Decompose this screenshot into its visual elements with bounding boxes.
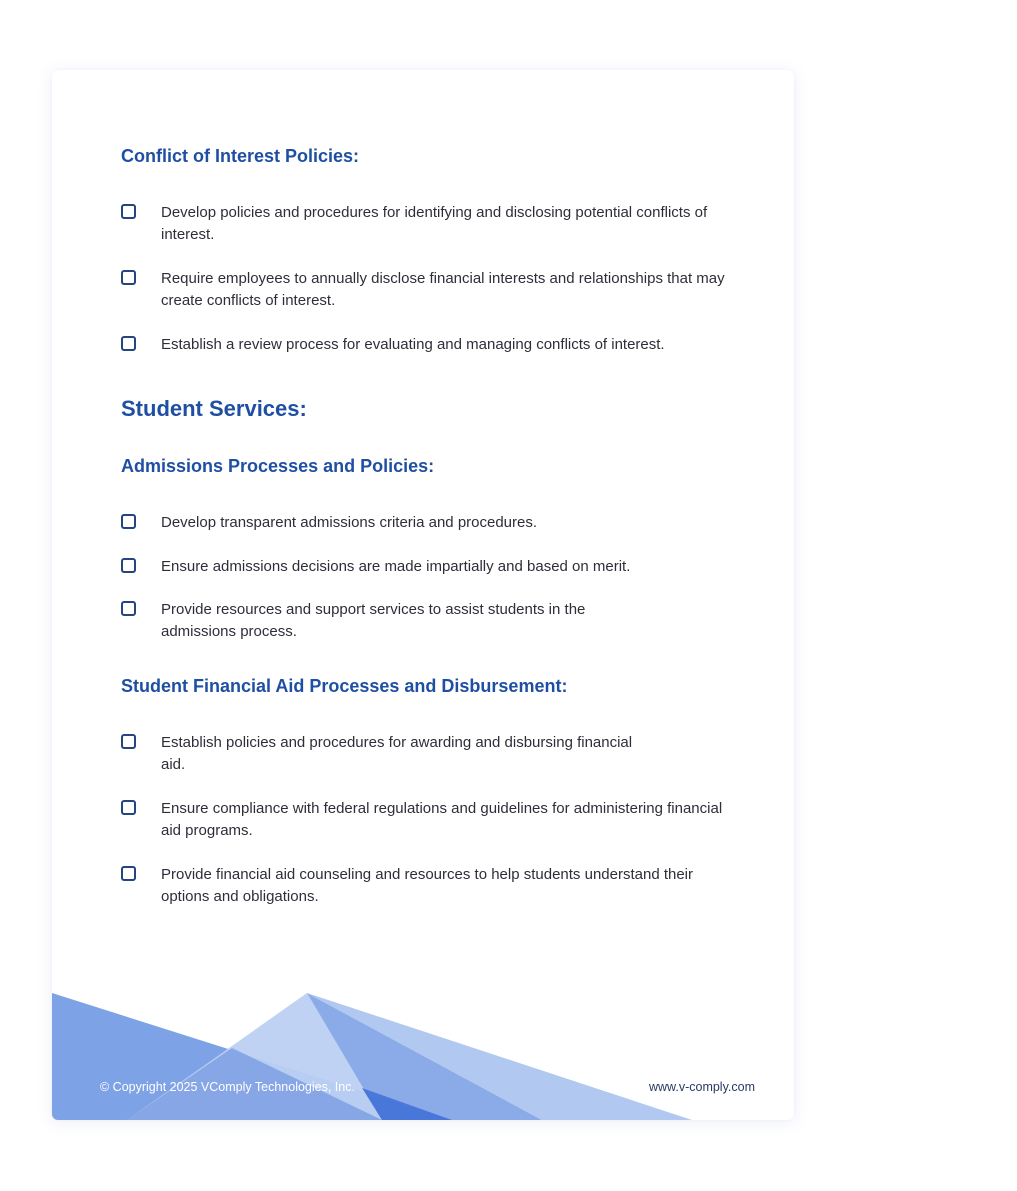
- checkbox-icon[interactable]: [121, 204, 136, 219]
- checklist-item-text: Ensure admissions decisions are made impartially and based on merit.: [161, 558, 631, 575]
- checkbox-icon[interactable]: [121, 558, 136, 573]
- checkbox-icon[interactable]: [121, 734, 136, 749]
- heading-student-services: Student Services:: [121, 396, 307, 421]
- checkbox-icon[interactable]: [121, 601, 136, 616]
- copyright-text: © Copyright 2025 VComply Technologies, Inc.: [100, 1080, 355, 1094]
- heading-admissions: Admissions Processes and Policies:: [121, 456, 435, 476]
- heading-financial-aid: Student Financial Aid Processes and Disbursement:: [121, 676, 568, 696]
- checkbox-icon[interactable]: [121, 270, 136, 285]
- checklist-item-text: Establish policies and procedures for awarding and disbursing financial aid.: [161, 734, 633, 773]
- checklist-item-text: Provide resources and support services to assist students in the admissions process.: [161, 601, 586, 640]
- checkbox-icon[interactable]: [121, 866, 136, 881]
- checkbox-icon[interactable]: [121, 336, 136, 351]
- checklist-item-text: Ensure compliance with federal regulations and guidelines for administering financial aid programs.: [161, 800, 723, 839]
- document-page: [52, 70, 794, 1120]
- checklist-item-text: Develop transparent admissions criteria and procedures.: [161, 514, 538, 531]
- footer-decoration: [52, 990, 794, 1120]
- website-link[interactable]: www.v-comply.com: [648, 1080, 755, 1094]
- checklist-item-text: Provide financial aid counseling and resources to help students understand their options and obligations.: [161, 866, 694, 905]
- checkbox-icon[interactable]: [121, 800, 136, 815]
- checklist-item-text: Require employees to annually disclose financial interests and relationships that may create conflicts of interest.: [161, 270, 725, 309]
- heading-conflict-of-interest: Conflict of Interest Policies:: [121, 146, 360, 166]
- checkbox-icon[interactable]: [121, 514, 136, 529]
- checklist-item-text: Establish a review process for evaluating and managing conflicts of interest.: [161, 336, 665, 353]
- checklist-item-text: Develop policies and procedures for identifying and disclosing potential conflicts of interest.: [161, 204, 708, 243]
